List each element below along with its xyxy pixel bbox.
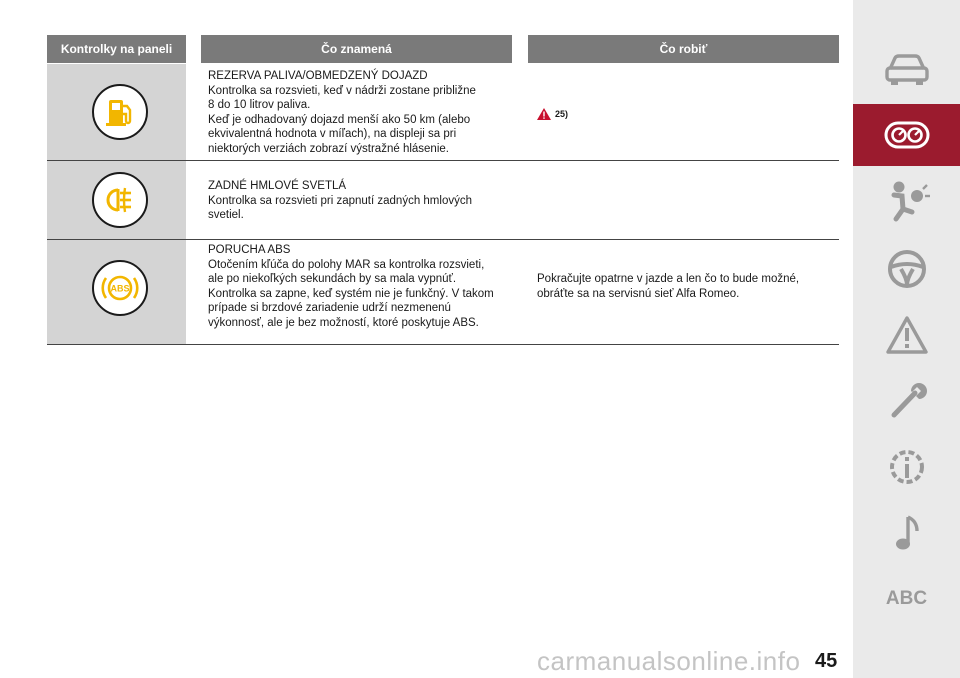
music-note-icon xyxy=(887,511,927,555)
description: ZADNÉ HMLOVÉ SVETLÁ Kontrolka sa rozsvieti pri zapnutí zadných hmlových svetiel. xyxy=(208,180,472,221)
airbag-person-icon xyxy=(882,179,932,223)
rear-fog-light-icon xyxy=(92,172,148,228)
sidebar-item-multimedia[interactable] xyxy=(853,502,960,564)
sidebar-item-maintenance[interactable] xyxy=(853,370,960,432)
header-meaning: Čo znamená xyxy=(201,35,512,63)
wrench-icon xyxy=(885,379,929,423)
car-icon xyxy=(882,51,932,87)
sidebar-item-vehicle[interactable] xyxy=(853,38,960,100)
sidebar-item-driving[interactable] xyxy=(853,238,960,300)
sidebar-item-safety[interactable] xyxy=(853,170,960,232)
table-row xyxy=(47,64,839,161)
header-warning-lights: Kontrolky na paneli xyxy=(47,35,186,63)
technical-data-icon xyxy=(885,445,929,489)
fuel-pump-icon xyxy=(92,84,148,140)
chapter-sidebar xyxy=(853,0,960,678)
sidebar-item-emergency[interactable] xyxy=(853,304,960,366)
icon-cell xyxy=(47,64,186,160)
description: PORUCHA ABS Otočením kľúča do polohy MAR sa kontrolka rozsvieti, ale po niekoľkých sekundách by sa mala vypnúť. Kontrolka sa zapne, keď systém nie je funkčný. V takom prípade si brzdové zariadenie udrží nezmenenú výkonnosť, ale je bez možností, ktoré poskytuje ABS. xyxy=(208,244,494,329)
sidebar-item-index[interactable]: ABC xyxy=(885,588,928,609)
steering-wheel-icon xyxy=(885,247,929,291)
description: REZERVA PALIVA/OBMEDZENÝ DOJAZD Kontrolka sa rozsvieti, keď v nádrži zostane približne 8 do 10 litrov paliva. Keď je odhadovaný dojazd menší ako 50 km (alebo ekvivalentná hodnota v míľach), na displeji sa pri niektorých verziách zobrazí výstražné hlásenie. xyxy=(208,70,476,155)
reference-number: 25) xyxy=(555,109,569,119)
page-number: 45 xyxy=(815,650,838,672)
icon-cell xyxy=(47,161,186,239)
icon-cell xyxy=(47,240,186,344)
table-row xyxy=(47,240,839,345)
sidebar-item-technical-data[interactable] xyxy=(853,436,960,498)
action-text: Pokračujte opatrne v jazde a len čo to bude možné, obráťte sa na servisnú sieť Alfa Romeo. xyxy=(537,273,800,300)
sidebar-item-instruments[interactable] xyxy=(853,104,960,166)
warning-triangle-icon xyxy=(537,108,551,120)
abs-icon xyxy=(92,260,148,316)
svg-text:ABS: ABS xyxy=(110,283,130,294)
header-what-to-do: Čo robiť xyxy=(528,35,839,63)
warning-triangle-icon xyxy=(885,315,929,355)
dashboard-icon xyxy=(882,117,932,153)
watermark: carmanualsonline.info xyxy=(537,646,801,676)
table-row xyxy=(47,161,839,240)
warning-reference[interactable] xyxy=(537,108,568,120)
